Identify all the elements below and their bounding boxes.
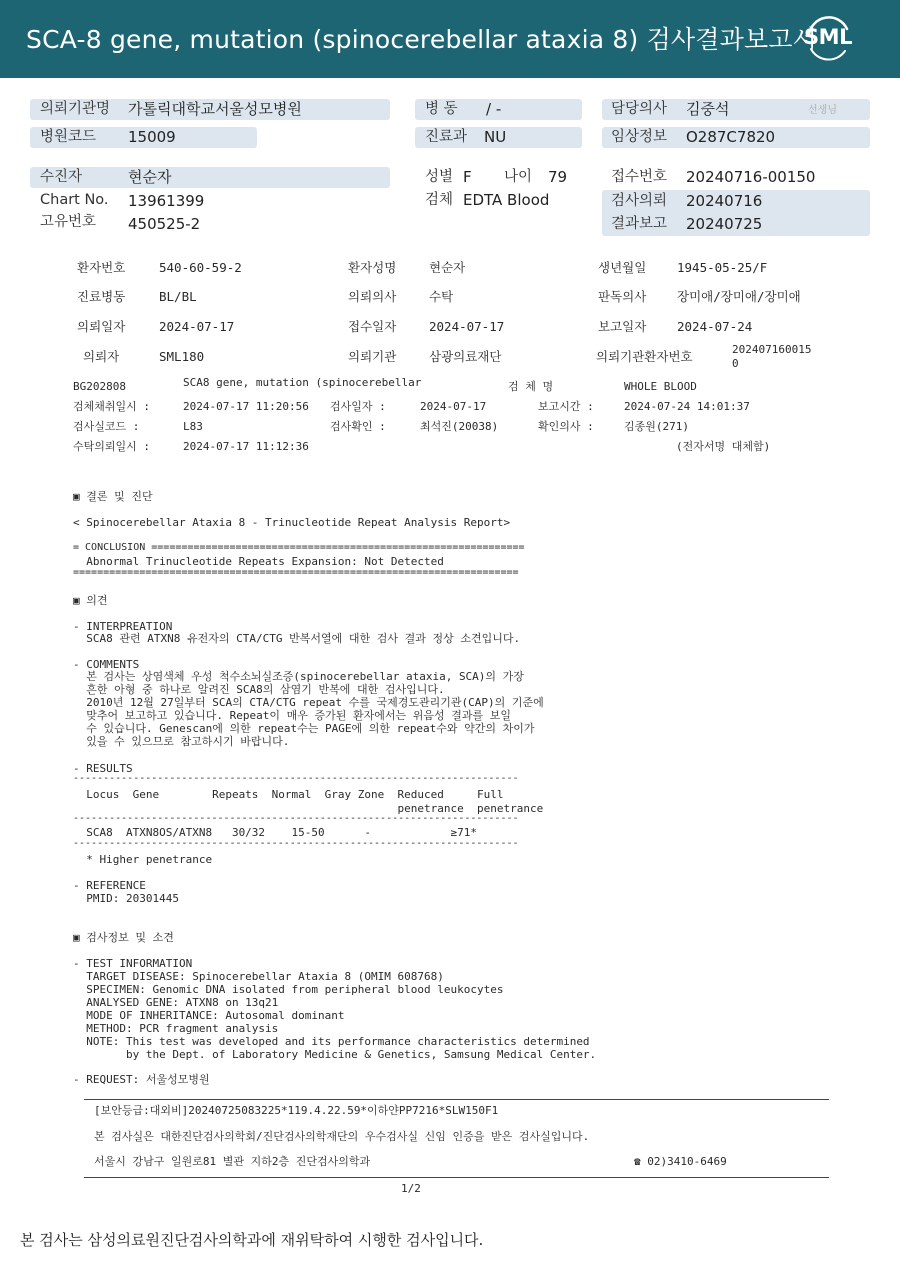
patient-label: 수진자 — [40, 169, 83, 185]
testinfo-line: by the Dept. of Laboratory Medicine & Genetics, Samsung Medical Center. — [73, 1048, 597, 1061]
page-number: 1/2 — [401, 1182, 421, 1195]
dob-value: 1945-05-25/F — [677, 260, 768, 275]
testinfo-line: METHOD: PCR fragment analysis — [73, 1022, 279, 1035]
specimen-value: EDTA Blood — [463, 191, 550, 209]
lab-code-label: 검사실코드 : — [73, 420, 140, 433]
doctor-label: 담당의사 — [611, 101, 668, 117]
institution-label: 의뢰기관명 — [40, 101, 111, 117]
results-note: * Higher penetrance — [73, 853, 213, 866]
address-line: 서울시 강남구 일원로81 별관 지하2층 진단검사의학과 — [94, 1155, 371, 1168]
rec-date-label: 접수일자 — [348, 319, 397, 334]
confirm-label: 검사확인 : — [330, 420, 386, 433]
rec-date-value: 2024-07-17 — [429, 319, 505, 334]
pid-value: 540-60-59-2 — [159, 260, 242, 275]
ward-label: 병 동 — [425, 101, 458, 117]
req-pid-value-2: 0 — [732, 357, 739, 370]
patient-value: 현순자 — [128, 168, 172, 186]
specimen-name-value: WHOLE BLOOD — [624, 380, 697, 393]
collect-value: 2024-07-17 11:20:56 — [183, 400, 309, 413]
report-time-label: 보고시간 : — [538, 400, 594, 413]
sex-label: 성별 — [425, 169, 454, 185]
comments-head: - COMMENTS — [73, 658, 140, 671]
receipt-value: 20240716-00150 — [686, 168, 816, 186]
req-pid-label: 의뢰기관환자번호 — [596, 349, 693, 364]
test-date-value: 2024-07-17 — [420, 400, 487, 413]
ward2-label: 진료병동 — [77, 289, 126, 304]
hospital-code-value: 15009 — [128, 128, 176, 146]
ward2-value: BL/BL — [159, 289, 197, 304]
conclusion-text: Abnormal Trinucleotide Repeats Expansion: Not Detected — [73, 555, 444, 568]
testinfo-line: TARGET DISEASE: Spinocerebellar Ataxia 8 (OMIM 608768) — [73, 970, 444, 983]
doctor-value: 김중석 — [686, 100, 730, 118]
comments-line: 본 검사는 상염색체 우성 척수소뇌실조증(spinocerebellar ataxia, SCA)의 가장 — [73, 670, 524, 683]
comments-line: 있을 수 있으므로 참고하시기 바랍니다. — [73, 735, 290, 748]
req-inst-value: 삼광의료재단 — [429, 349, 502, 364]
security-line: [보안등급:대외비]20240725083225*119.4.22.59*이하얀PP7216*SLW150F1 — [94, 1104, 499, 1117]
section-conclusion: ▣ 결론 및 진단 — [73, 490, 153, 503]
conclusion-head: = CONCLUSION ============================================================== — [73, 542, 525, 553]
interp-text: SCA8 관련 ATXN8 유전자의 CTA/CTG 반복서열에 대한 검사 결과 정상 소견입니다. — [73, 632, 521, 645]
age-label: 나이 — [504, 169, 533, 185]
pname-label: 환자성명 — [348, 260, 397, 275]
rep-date-label: 보고일자 — [598, 319, 647, 334]
reader-value: 장미애/장미애/장미애 — [677, 289, 801, 304]
req-pid-value-1: 202407160015 — [732, 343, 812, 356]
results-rule-top: -------------------------------------------------------------------------- — [73, 773, 519, 784]
req-date-value: 2024-07-17 — [159, 319, 235, 334]
chart-label: Chart No. — [40, 192, 109, 208]
consign-value: 2024-07-17 11:12:36 — [183, 440, 309, 453]
report-banner — [0, 0, 900, 78]
req-inst-label: 의뢰기관 — [348, 349, 397, 364]
patient-row-bg — [30, 167, 390, 188]
unique-label: 고유번호 — [40, 214, 97, 230]
outsourcing-note: 본 검사는 삼성의료원진단검사의학과에 재위탁하여 시행한 검사입니다. — [20, 1231, 484, 1249]
req-date-label: 의뢰일자 — [77, 319, 126, 334]
reader-label: 판독의사 — [598, 289, 647, 304]
confirm-doc-value: 김종원(271) — [624, 420, 689, 433]
report-date-label: 결과보고 — [611, 216, 668, 232]
comments-line: 수 있습니다. Genescan에 의한 repeat수는 PAGE에 의한 repeat수와 약간의 차이가 — [73, 722, 535, 735]
results-row: SCA8 ATXN8OS/ATXN8 30/32 15-50 - ≥71* — [73, 826, 477, 839]
cert-line: 본 검사실은 대한진단검사의학회/진단검사의학재단의 우수검사실 신임 인증을 받은 검사실입니다. — [94, 1130, 590, 1143]
results-rule-mid: -------------------------------------------------------------------------- — [73, 813, 519, 824]
report-subtitle: < Spinocerebellar Ataxia 8 - Trinucleotide Repeat Analysis Report> — [73, 516, 511, 529]
consign-label: 수탁의뢰일시 : — [73, 440, 151, 453]
phone-line: ☎ 02)3410-6469 — [634, 1155, 727, 1168]
test-code: BG202808 — [73, 380, 126, 393]
testinfo-line: SPECIMEN: Genomic DNA isolated from peripheral blood leukocytes — [73, 983, 504, 996]
specimen-label: 검체 — [425, 192, 454, 208]
report-title: SCA-8 gene, mutation (spinocerebellar ataxia 8) 검사결과보고서 — [26, 25, 818, 54]
comments-line: 흔한 아형 중 하나로 알려진 SCA8의 삼염기 반복에 대한 검사입니다. — [73, 683, 445, 696]
testinfo-line: ANALYSED GENE: ATXN8 on 13q21 — [73, 996, 279, 1009]
testinfo-line: MODE OF INHERITANCE: Autosomal dominant — [73, 1009, 345, 1022]
test-name: SCA8 gene, mutation (spinocerebellar — [183, 376, 422, 389]
clinical-label: 임상정보 — [611, 129, 668, 145]
request-date-label: 검사의뢰 — [611, 193, 668, 209]
results-header-2: penetrance penetrance — [73, 802, 544, 815]
req-doc-label: 의뢰의사 — [348, 289, 397, 304]
request-line: - REQUEST: 서울성모병원 — [73, 1073, 210, 1086]
comments-line: 2010년 12월 27일부터 SCA의 CTA/CTG repeat 수를 국제경도관리기관(CAP)의 기준에 — [73, 696, 544, 709]
sml-logo — [803, 13, 853, 63]
request-date-value: 20240716 — [686, 192, 763, 210]
results-rule-bottom: -------------------------------------------------------------------------- — [73, 838, 519, 849]
age-value: 79 — [548, 168, 568, 186]
esign-note: (전자서명 대체함) — [676, 440, 771, 453]
requester-label: 의뢰자 — [83, 349, 120, 364]
receipt-label: 접수번호 — [611, 169, 668, 185]
reference-text: PMID: 20301445 — [73, 892, 179, 905]
clinical-value: O287C7820 — [686, 128, 776, 146]
conclusion-rule: ========================================================================== — [73, 567, 519, 578]
chart-value: 13961399 — [128, 192, 205, 210]
doctor-suffix: 선생님 — [808, 105, 837, 116]
lab-code-value: L83 — [183, 420, 203, 433]
confirm-value: 최석진(20038) — [420, 420, 499, 433]
report-time-value: 2024-07-24 14:01:37 — [624, 400, 750, 413]
test-date-label: 검사일자 : — [330, 400, 386, 413]
logo-text: SML — [804, 25, 852, 49]
scan-footer-rule-top — [84, 1099, 829, 1100]
report-date-value: 20240725 — [686, 215, 763, 233]
reference-head: - REFERENCE — [73, 879, 146, 892]
ward-value: / - — [486, 100, 502, 118]
testinfo-line: - TEST INFORMATION — [73, 957, 193, 970]
testinfo-line: NOTE: This test was developed and its performance characteristics determined — [73, 1035, 590, 1048]
collect-label: 검체채취일시 : — [73, 400, 151, 413]
scan-footer-rule-bottom — [84, 1177, 829, 1178]
dept-label: 진료과 — [425, 129, 468, 145]
req-doc-value: 수탁 — [429, 289, 454, 304]
dept-value: NU — [484, 128, 507, 146]
comments-line: 맞추어 보고하고 있습니다. Repeat이 매우 증가된 환자에서는 위음성 결과를 보일 — [73, 709, 511, 722]
unique-value: 450525-2 — [128, 215, 201, 233]
section-test-info: ▣ 검사정보 및 소견 — [73, 931, 174, 944]
confirm-doc-label: 확인의사 : — [538, 420, 594, 433]
institution-value: 가톨릭대학교서울성모병원 — [128, 100, 302, 118]
interp-head: - INTERPREATION — [73, 620, 173, 633]
dob-label: 생년월일 — [598, 260, 647, 275]
section-opinion: ▣ 의견 — [73, 594, 108, 607]
requester-value: SML180 — [159, 349, 205, 364]
sex-value: F — [463, 168, 472, 186]
rep-date-value: 2024-07-24 — [677, 319, 753, 334]
pname-value: 현순자 — [429, 260, 466, 275]
results-header-1: Locus Gene Repeats Normal Gray Zone Reduced Full — [73, 788, 504, 801]
hospital-code-label: 병원코드 — [40, 129, 97, 145]
pid-label: 환자번호 — [77, 260, 126, 275]
results-head: - RESULTS — [73, 762, 133, 775]
specimen-name-label: 검 체 명 — [508, 380, 554, 393]
